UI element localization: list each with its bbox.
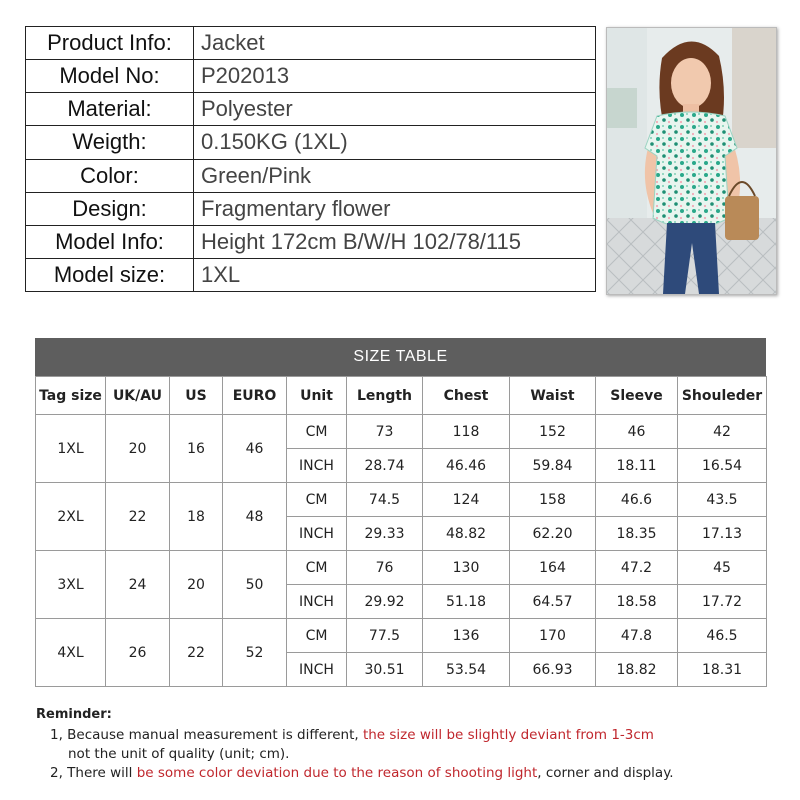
reminder-line-3-text: 2, There will: [50, 765, 137, 781]
size-table-title: SIZE TABLE: [35, 338, 766, 376]
unit-cell: CM: [287, 551, 347, 585]
measure-cell: 46.5: [678, 619, 767, 653]
size-table-header-cell: Unit: [287, 377, 347, 415]
measure-cell: 158: [510, 483, 596, 517]
measure-cell: 16.54: [678, 449, 767, 483]
measure-cell: 29.92: [347, 585, 423, 619]
tag-size-cell: 1XL: [36, 415, 106, 483]
size-table-header-cell: Tag size: [36, 377, 106, 415]
size-table-header-cell: Length: [347, 377, 423, 415]
size-row-cm: [36, 415, 767, 449]
measure-cell: 152: [510, 415, 596, 449]
measure-cell: 18.11: [596, 449, 678, 483]
reminder-line-3: [36, 764, 776, 783]
size-table-header-cell: Sleeve: [596, 377, 678, 415]
info-row: [26, 225, 596, 258]
measure-cell: 18.31: [678, 653, 767, 687]
measure-cell: 73: [347, 415, 423, 449]
measure-cell: 18.82: [596, 653, 678, 687]
info-label: Color:: [26, 159, 194, 192]
euro-cell: 52: [223, 619, 287, 687]
size-row-cm: [36, 483, 767, 517]
reminder-line-3-highlight: be some color deviation due to the reason of shooting light: [136, 765, 538, 781]
measure-cell: 17.13: [678, 517, 767, 551]
info-row: [26, 93, 596, 126]
us-cell: 22: [170, 619, 223, 687]
measure-cell: 42: [678, 415, 767, 449]
size-table-header-cell: US: [170, 377, 223, 415]
info-label: Model Info:: [26, 225, 194, 258]
unit-cell: INCH: [287, 585, 347, 619]
uk-au-cell: 20: [106, 415, 170, 483]
measure-cell: 74.5: [347, 483, 423, 517]
size-table-header-cell: Chest: [423, 377, 510, 415]
unit-cell: CM: [287, 483, 347, 517]
measure-cell: 170: [510, 619, 596, 653]
info-label: Model size:: [26, 258, 194, 291]
us-cell: 16: [170, 415, 223, 483]
size-row-cm: [36, 619, 767, 653]
measure-cell: 47.8: [596, 619, 678, 653]
product-info-table: [25, 26, 596, 292]
tag-size-cell: 4XL: [36, 619, 106, 687]
measure-cell: 164: [510, 551, 596, 585]
info-value: Fragmentary flower: [194, 192, 596, 225]
info-row: [26, 192, 596, 225]
measure-cell: 77.5: [347, 619, 423, 653]
measure-cell: 45: [678, 551, 767, 585]
measure-cell: 18.35: [596, 517, 678, 551]
tag-size-cell: 3XL: [36, 551, 106, 619]
reminder-line-1: [36, 726, 776, 745]
reminder-line-1-highlight: the size will be slightly deviant from 1-3cm: [362, 727, 654, 743]
size-table: [35, 376, 767, 687]
size-table-header-cell: Waist: [510, 377, 596, 415]
measure-cell: 53.54: [423, 653, 510, 687]
size-table-header-cell: UK/AU: [106, 377, 170, 415]
reminder-line-1-text: 1, Because manual measurement is different,: [50, 727, 363, 743]
unit-cell: CM: [287, 415, 347, 449]
info-value: Polyester: [194, 93, 596, 126]
tag-size-cell: 2XL: [36, 483, 106, 551]
reminder-line-2-text: not the unit of quality (unit; cm).: [68, 746, 290, 762]
uk-au-cell: 26: [106, 619, 170, 687]
info-value: 0.150KG (1XL): [194, 126, 596, 159]
measure-cell: 46: [596, 415, 678, 449]
unit-cell: INCH: [287, 517, 347, 551]
info-label: Weigth:: [26, 126, 194, 159]
reminder-title: Reminder:: [36, 707, 112, 722]
reminder-section: [36, 707, 776, 783]
euro-cell: 50: [223, 551, 287, 619]
size-table-header-cell: Shouleder: [678, 377, 767, 415]
info-value: 1XL: [194, 258, 596, 291]
measure-cell: 124: [423, 483, 510, 517]
info-value: P202013: [194, 60, 596, 93]
reminder-line-2: [36, 745, 776, 764]
info-row: [26, 258, 596, 291]
info-label: Product Info:: [26, 27, 194, 60]
measure-cell: 29.33: [347, 517, 423, 551]
measure-cell: 76: [347, 551, 423, 585]
measure-cell: 62.20: [510, 517, 596, 551]
info-value: Green/Pink: [194, 159, 596, 192]
measure-cell: 18.58: [596, 585, 678, 619]
measure-cell: 28.74: [347, 449, 423, 483]
measure-cell: 46.6: [596, 483, 678, 517]
info-row: [26, 126, 596, 159]
model-photo: [606, 27, 777, 295]
size-table-section: [35, 338, 766, 687]
info-row: [26, 159, 596, 192]
info-value: Jacket: [194, 27, 596, 60]
measure-cell: 136: [423, 619, 510, 653]
measure-cell: 66.93: [510, 653, 596, 687]
measure-cell: 30.51: [347, 653, 423, 687]
measure-cell: 48.82: [423, 517, 510, 551]
us-cell: 18: [170, 483, 223, 551]
euro-cell: 46: [223, 415, 287, 483]
measure-cell: 59.84: [510, 449, 596, 483]
measure-cell: 118: [423, 415, 510, 449]
model-photo-illustration: [607, 28, 776, 294]
info-row: [26, 27, 596, 60]
uk-au-cell: 24: [106, 551, 170, 619]
measure-cell: 64.57: [510, 585, 596, 619]
unit-cell: INCH: [287, 653, 347, 687]
info-row: [26, 60, 596, 93]
size-table-header-row: [36, 377, 767, 415]
info-value: Height 172cm B/W/H 102/78/115: [194, 225, 596, 258]
measure-cell: 17.72: [678, 585, 767, 619]
unit-cell: CM: [287, 619, 347, 653]
us-cell: 20: [170, 551, 223, 619]
measure-cell: 51.18: [423, 585, 510, 619]
euro-cell: 48: [223, 483, 287, 551]
reminder-line-3-suffix: , corner and display.: [537, 765, 674, 781]
measure-cell: 43.5: [678, 483, 767, 517]
uk-au-cell: 22: [106, 483, 170, 551]
measure-cell: 130: [423, 551, 510, 585]
info-label: Model No:: [26, 60, 194, 93]
size-row-cm: [36, 551, 767, 585]
measure-cell: 46.46: [423, 449, 510, 483]
info-label: Design:: [26, 192, 194, 225]
info-label: Material:: [26, 93, 194, 126]
measure-cell: 47.2: [596, 551, 678, 585]
unit-cell: INCH: [287, 449, 347, 483]
size-table-header-cell: EURO: [223, 377, 287, 415]
